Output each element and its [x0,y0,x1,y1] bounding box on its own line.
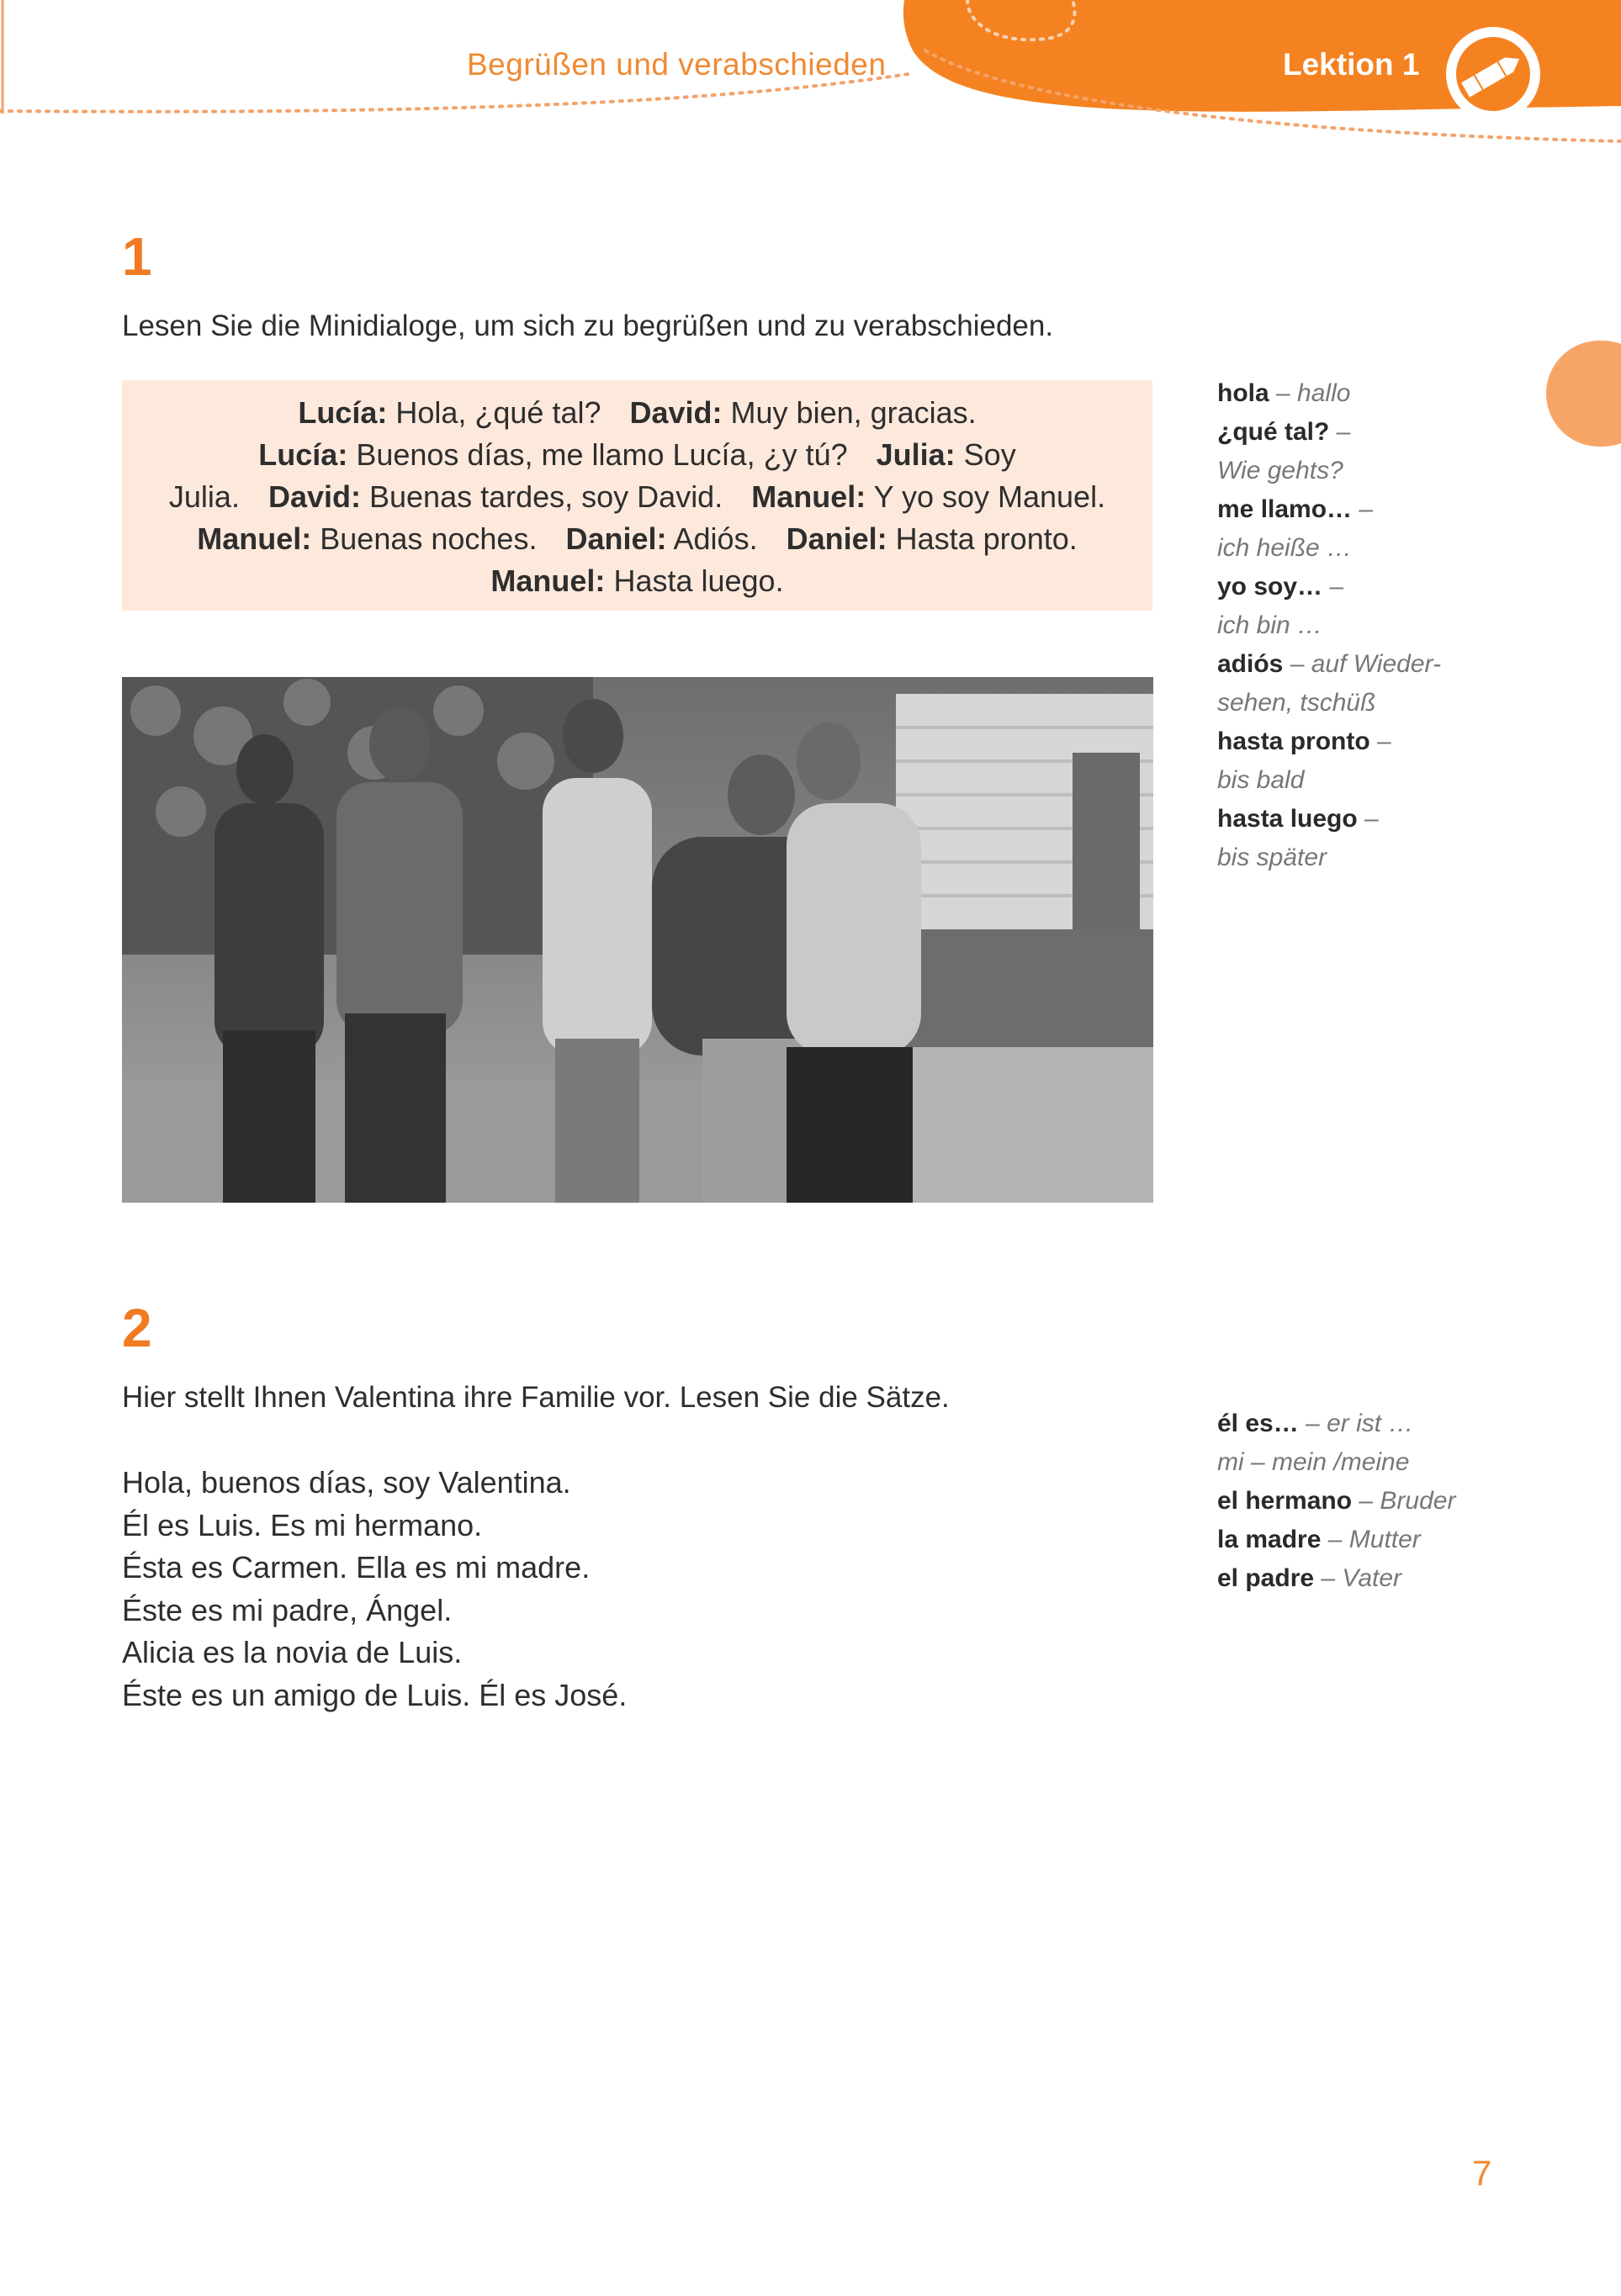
dialogue-text: Soy [955,437,1016,472]
vocab-term: ¿qué tal? [1217,418,1330,446]
sentence-list [122,1462,627,1717]
vocab-translation: Vater [1342,1564,1402,1592]
speaker: Manuel: [751,479,866,514]
dialogue-line [122,392,1152,434]
vocab-term: hola [1217,379,1269,407]
vocab-separator: – [1298,1410,1327,1437]
vocab-translation: mi – mein /meine [1217,1448,1410,1476]
speaker: David: [268,479,361,514]
speaker: Manuel: [490,563,606,598]
vocab-term: yo soy… [1217,573,1323,600]
vocab-translation: ich heiße … [1217,534,1353,562]
vocab-separator: – [1329,418,1351,446]
vocab-list-1 [1217,374,1441,877]
speaker: Lucía: [258,437,348,472]
vocab-separator: – [1314,1564,1343,1592]
vocab-item [1217,568,1441,606]
vocab-separator: – [1322,573,1344,600]
sentence: Hola, buenos días, soy Valentina. [122,1465,571,1500]
group-hug-photo [122,677,1153,1203]
header-decoration [0,0,1621,168]
vocab-term: la madre [1217,1526,1322,1553]
dialogue-box [122,380,1152,611]
dialogue-text: Muy bien, gracias. [722,395,977,430]
dialogue-text: Buenos días, me llamo Lucía, ¿y tú? [347,437,848,472]
dialogue-text: Hasta pronto. [887,521,1078,556]
vocab-item [1217,1405,1455,1443]
section-title: Begrüßen und verabschieden [467,47,887,82]
vocab-translation: Wie gehts? [1217,457,1343,484]
exercise-2-instruction: Hier stellt Ihnen Valentina ihre Familie vor. Lesen Sie die Sätze. [122,1381,950,1414]
side-tab [1546,341,1621,447]
vocab-item [1217,1443,1455,1482]
sentence: Ésta es Carmen. Ella es mi madre. [122,1550,591,1584]
vocab-list-2 [1217,1405,1455,1598]
speaker: Julia: [876,437,956,472]
vocab-term: el hermano [1217,1487,1353,1515]
vocab-item [1217,1521,1455,1559]
dialogue-line [122,476,1152,518]
vocab-separator: – [1352,495,1374,523]
dialogue-line [122,434,1152,476]
vocab-separator: – [1352,1487,1380,1515]
dialogue-line [122,518,1152,560]
vocab-item [1217,645,1441,684]
speaker: Daniel: [786,521,887,556]
speaker: Manuel: [197,521,312,556]
vocab-item [1217,413,1441,452]
vocab-separator: – [1283,650,1311,678]
vocab-separator: – [1357,805,1379,833]
vocab-translation: bis bald [1217,766,1305,794]
dialogue-text: Julia. [168,479,240,514]
vocab-translation: sehen, tschüß [1217,689,1376,717]
dialogue-text: Buenas tardes, soy David. [360,479,723,514]
vocab-item [1217,1482,1455,1521]
sentence: Éste es un amigo de Luis. Él es José. [122,1677,628,1712]
sentence: Éste es mi padre, Ángel. [122,1592,453,1627]
dialogue-text: Hasta luego. [605,563,784,598]
speaker: Daniel: [565,521,667,556]
vocab-item [1217,1559,1455,1598]
speaker: Lucía: [298,395,388,430]
vocab-translation: er ist … [1327,1410,1414,1437]
vocab-term: él es… [1217,1410,1299,1437]
vocab-term: hasta luego [1217,805,1358,833]
exercise-1-instruction: Lesen Sie die Minidialoge, um sich zu begrüßen und zu verabschieden. [122,309,1054,342]
vocab-term: el padre [1217,1564,1315,1592]
dialogue-text: Buenas noches. [311,521,538,556]
vocab-translation: Bruder [1380,1487,1456,1515]
vocab-item [1217,490,1441,529]
page-number: 7 [1472,2153,1492,2193]
vocab-separator: – [1369,727,1391,755]
vocab-translation: Mutter [1348,1526,1421,1553]
pencil-icon [1443,24,1544,124]
vocab-translation: ich bin … [1217,611,1323,639]
exercise-number-1: 1 [122,226,152,287]
vocab-term: me llamo… [1217,495,1353,523]
vocab-translation: hallo [1297,379,1351,407]
lesson-label: Lektion 1 [1283,47,1420,82]
sentence: Él es Luis. Es mi hermano. [122,1507,483,1542]
dialogue-text: Adiós. [666,521,758,556]
vocab-item [1217,722,1441,761]
vocab-translation: bis später [1217,844,1327,871]
sentence: Alicia es la novia de Luis. [122,1635,463,1669]
vocab-separator: – [1269,379,1298,407]
speaker: David: [629,395,723,430]
dialogue-text: Y yo soy Manuel. [866,479,1106,514]
vocab-item [1217,800,1441,839]
exercise-number-2: 2 [122,1298,152,1358]
vocab-term: hasta pronto [1217,727,1370,755]
vocab-separator: – [1321,1526,1349,1553]
dialogue-line [122,560,1152,602]
vocab-term: adiós [1217,650,1284,678]
vocab-translation: auf Wieder- [1311,650,1441,678]
vocab-item [1217,374,1441,413]
dialogue-text: Hola, ¿qué tal? [387,395,601,430]
